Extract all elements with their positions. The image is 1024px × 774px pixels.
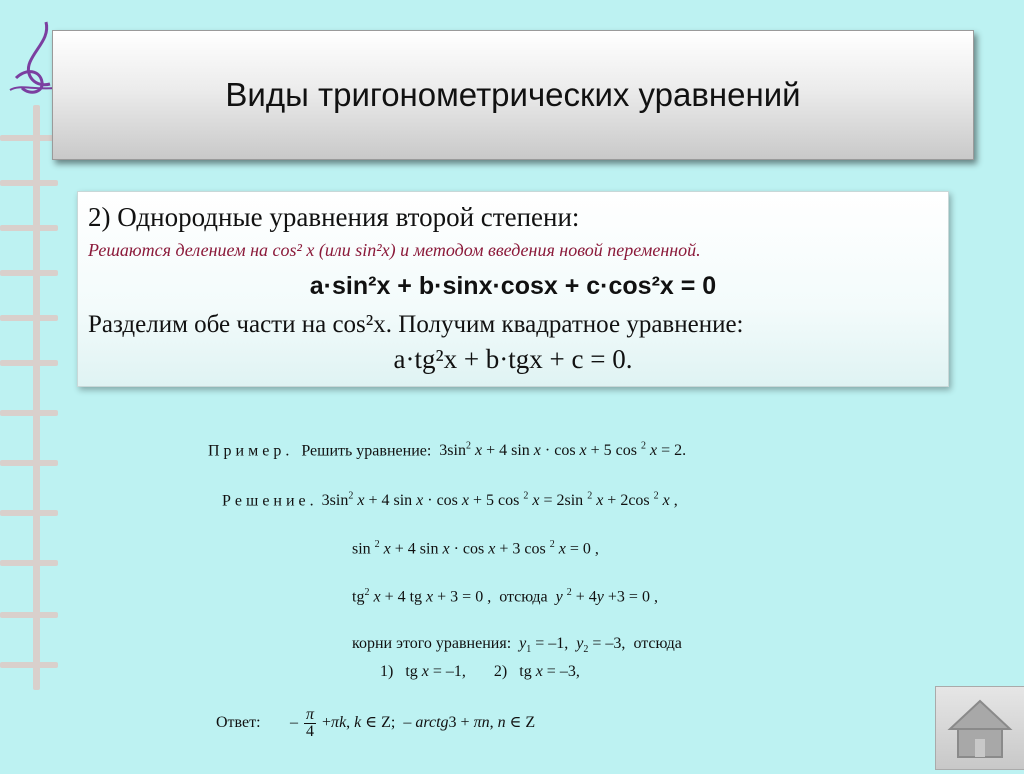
decorative-rail-bar [0,225,58,231]
answer-label: Ответ: [216,714,261,731]
roots-text: корни этого уравнения: [352,635,512,652]
whence-word: отсюда [499,588,548,606]
solution-step-tg: $tg^2$ x + 4 tg x + 3 = 0 , отсюда y $^2$ + 4y +3 = 0 , [352,587,658,606]
rule-divide-step: Разделим обе части на cos²x. Получим квадратное уравнение: [88,311,744,338]
example-equation: $3\sin^2$ x + 4 sin x · cos x + 5 cos $^2$ x = 2. [439,441,687,460]
decorative-rail-bar [0,612,58,618]
home-button[interactable] [935,686,1024,770]
example-task: Решить уравнение: [301,442,432,460]
decorative-rail-bar [0,135,58,141]
roots-line: корни этого уравнения: $y_1 = -1$, $y_2 = -3$, отсюда [352,635,682,656]
solution-line [222,491,678,510]
rule-heading: 2) Однородные уравнения второй степени: [88,202,580,232]
solution-label: Р е ш е н и е . [222,492,314,510]
decorative-rail-bar [0,460,58,466]
curl-ornament-icon [6,18,58,98]
decorative-rail-bar [0,662,58,668]
home-icon [936,687,1024,769]
rule-method: Решаются делением на cos² x (или sin²x) и методом введения новой переменной. [88,240,701,260]
rule-formula-quadratic: a·tg²x + b·tgx + c = 0. [393,344,633,374]
decorative-rail-bar [0,410,58,416]
decorative-rail-bar [0,315,58,321]
example-label: П р и м е р . [208,442,290,460]
decorative-rail-bar [0,560,58,566]
rule-formula-general: a·sin²x + b·sinx·cosx + c·cos²x = 0 [309,272,717,300]
decorative-rail-bar [0,360,58,366]
decorative-rail-bar [0,510,58,516]
cases-line: 1) tg x = –1, 2) tg x = –3, [380,663,580,680]
rule-box [77,191,949,387]
example-line [208,441,686,460]
decorative-rail [33,105,40,690]
solution-step-sin: sin $^2$ x + 4 sin x · cos x + 3 cos $^2$ x = 0 , [352,539,599,558]
whence-word: отсюда [633,635,682,652]
slide-title: Виды тригонометрических уравнений [225,76,801,113]
solution-equation: $3\sin^2$ x + 4 sin x · cos x + 5 cos $^2$ x = 2sin $^2$ x + 2cos $^2$ x , [321,491,678,510]
answer-formula: – $\frac{\pi}{4}$ +πk, k ∈ Z; – arctg3 + πn, n ∈ Z [290,706,536,740]
title-banner [52,30,974,160]
decorative-rail-bar [0,270,58,276]
decorative-rail-bar [0,180,58,186]
